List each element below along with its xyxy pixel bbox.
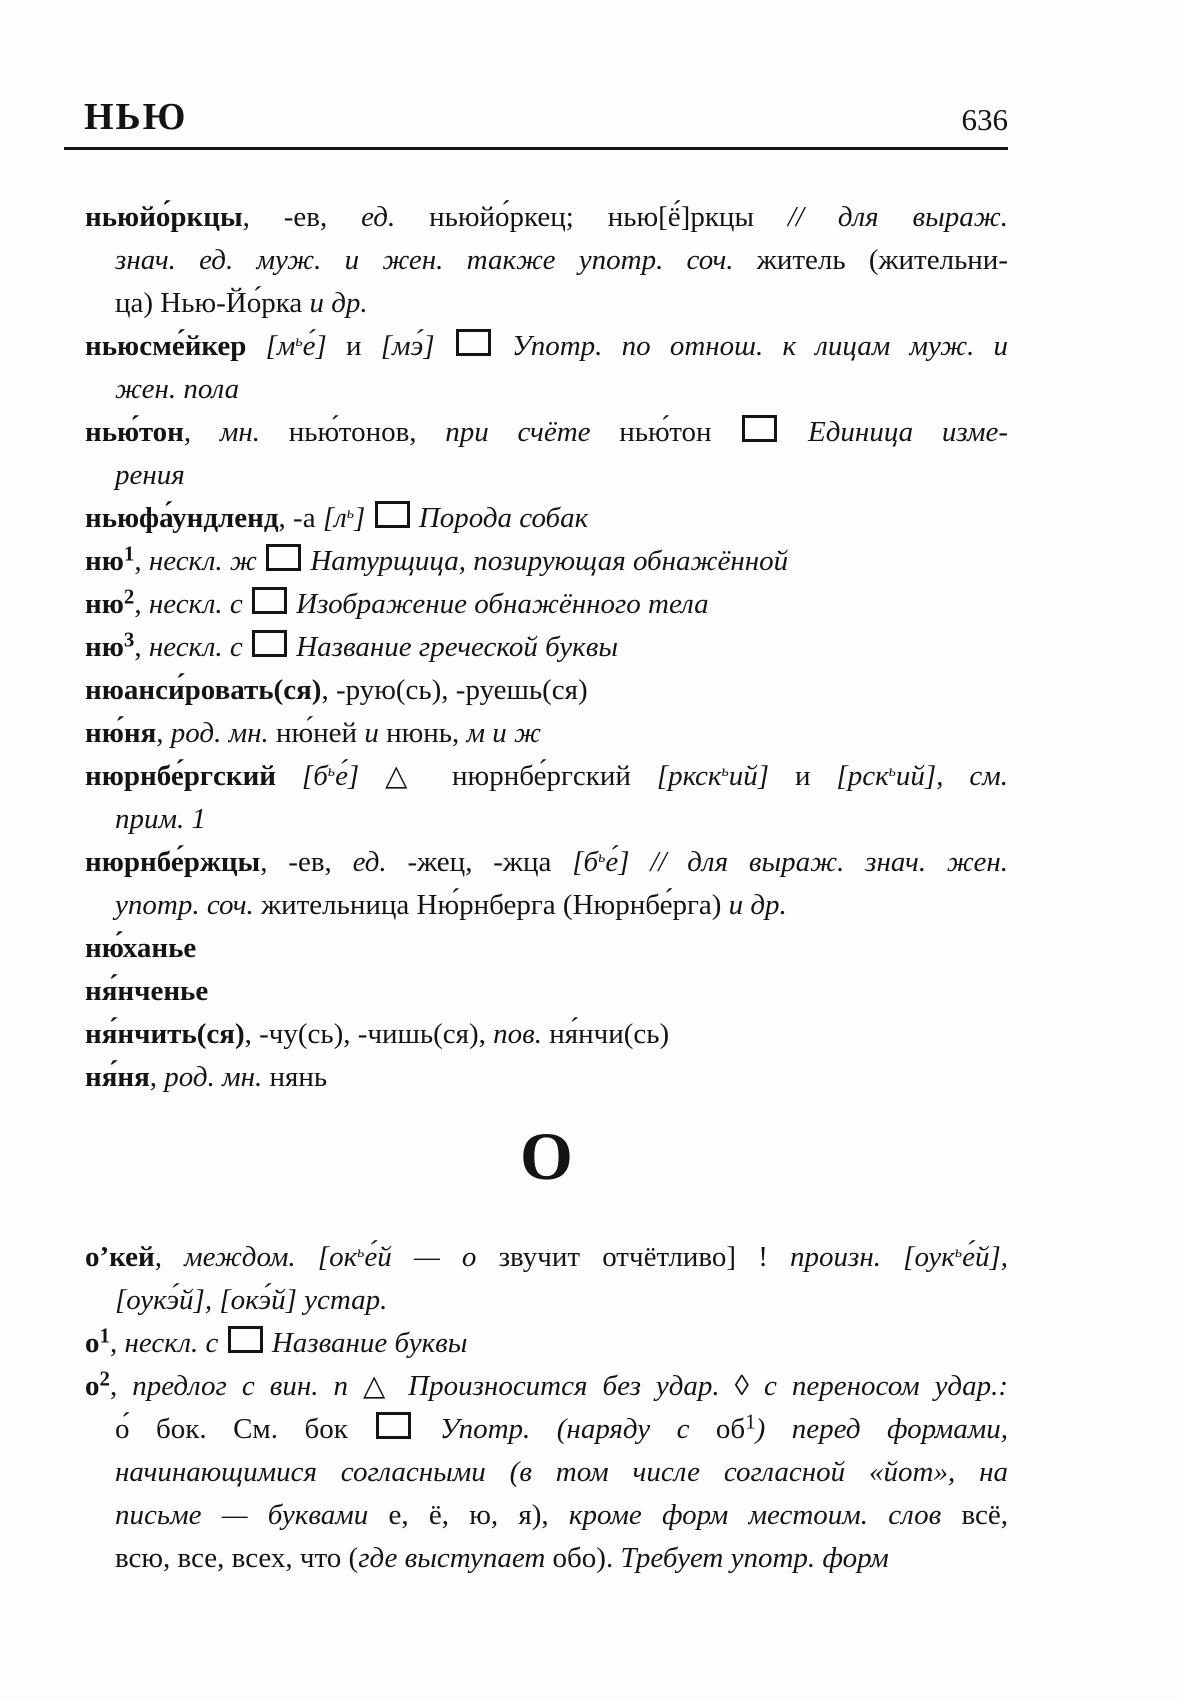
text-run: Единица изме-: [808, 416, 1009, 448]
text-run: обо).: [545, 1542, 621, 1574]
entry-line: [85, 1451, 1008, 1494]
text-run: ь: [888, 763, 896, 781]
text-run: знач. ед. муж. и жен. также употр. соч.: [115, 244, 734, 276]
text-run: ,: [149, 1061, 165, 1093]
dictionary-entry: [85, 325, 1008, 411]
dictionary-entry: [85, 196, 1008, 325]
text-run: род. мн.: [164, 1061, 263, 1093]
text-run: звучит отчётливо] !: [476, 1241, 791, 1273]
text-run: △: [348, 1370, 409, 1402]
entry-line: [85, 1365, 1008, 1408]
dictionary-entry: [85, 712, 1008, 755]
text-run: нескл. с: [148, 588, 243, 620]
text-run: и: [326, 330, 381, 362]
text-run: [243, 631, 250, 663]
dictionary-entry: [85, 626, 1008, 669]
entry-line: [85, 325, 1008, 368]
text-run: // для выраж.: [787, 201, 1008, 233]
text-run: [881, 1241, 903, 1273]
text-run: нескл. с: [148, 631, 243, 663]
text-run: Произносится без удар.: [408, 1370, 720, 1402]
text-run: ь: [954, 1244, 963, 1262]
text-run: ь: [598, 849, 606, 867]
text-run: мн.: [219, 416, 261, 448]
text-run: е, ё, ю, я),: [368, 1499, 569, 1531]
entry-line: [85, 798, 1008, 841]
entry-line: [85, 1279, 1008, 1322]
text-run: ню́ханье: [85, 932, 197, 964]
dictionary-entry: [85, 927, 1008, 970]
text-run: жительница Ню́рнберга (Нюрнбе́рга): [253, 889, 729, 921]
text-run: [257, 545, 264, 577]
entry-line: [85, 1013, 1008, 1056]
text-run: [оук: [903, 1241, 955, 1273]
text-run: ь: [346, 505, 355, 523]
text-run: Натурщица, позирующая обнажённой: [310, 545, 789, 577]
text-run: [оукэ́й], [окэ́й] устар.: [115, 1284, 388, 1316]
text-run: Требует употр. форм: [620, 1542, 889, 1574]
text-run: ,: [156, 717, 171, 749]
dictionary-entry: [85, 1056, 1008, 1099]
text-run: 1: [123, 541, 135, 566]
text-run: нью́тонов,: [260, 416, 446, 448]
text-run: [м: [265, 330, 296, 362]
text-run: , -рую(сь), -руешь(ся): [321, 674, 588, 706]
dictionary-column: [85, 196, 1008, 1580]
text-run: 1: [99, 1323, 110, 1348]
text-run: ню́ней: [268, 717, 365, 749]
entry-line: [85, 626, 1008, 669]
dictionary-entry: [85, 1236, 1008, 1322]
text-run: , -ев,: [260, 846, 353, 878]
dictionary-entry: [85, 669, 1008, 712]
dictionary-entry: [85, 841, 1008, 927]
entry-line: [85, 454, 1008, 497]
text-run: нью́тон: [85, 416, 184, 448]
entry-line: [85, 841, 1008, 884]
text-run: ь: [327, 763, 336, 781]
text-run: [365, 502, 372, 534]
entry-line: [85, 497, 1008, 540]
text-run: ед.: [361, 201, 396, 233]
text-run: [218, 1327, 225, 1359]
dictionary-entry: [85, 1013, 1008, 1056]
text-run: ньюфа́ундленд: [85, 502, 279, 534]
text-run: всё,: [941, 1499, 1008, 1531]
entry-line: [85, 755, 1008, 798]
section-letter: О: [520, 1118, 573, 1194]
text-run: и: [364, 717, 379, 749]
text-run: жен. пола: [115, 373, 240, 405]
text-run: нюрнбе́ргский: [85, 760, 276, 792]
text-run: [412, 502, 419, 534]
text-run: [б: [301, 760, 328, 792]
dictionary-entry: [85, 497, 1008, 540]
text-run: ь: [721, 763, 729, 781]
text-run: [б: [572, 846, 599, 878]
text-run: ,: [154, 1241, 185, 1273]
text-run: о́ бок. См. бок: [115, 1413, 375, 1445]
dictionary-entry: [85, 1365, 1008, 1580]
text-run: Употр. (наряду с: [439, 1413, 690, 1445]
text-run: нью́тон: [590, 416, 741, 448]
entry-line: [85, 970, 1008, 1013]
text-run: ню: [85, 545, 124, 577]
entry-line: [85, 196, 1008, 239]
text-run: ньюйо́ркец; нью[ё́]ркцы: [395, 201, 788, 233]
entry-line: [85, 1322, 1008, 1365]
text-run: е́]: [302, 330, 327, 362]
dictionary-entry: [85, 1322, 1008, 1365]
entry-line: [85, 712, 1008, 755]
text-run: ,: [134, 545, 149, 577]
text-run: предлог с вин. п: [132, 1370, 349, 1402]
text-run: е́]: [335, 760, 360, 792]
text-run: ,: [134, 588, 149, 620]
entry-line: [85, 669, 1008, 712]
entry-line: [85, 1537, 1008, 1580]
text-run: [243, 588, 250, 620]
text-run: [630, 846, 651, 878]
text-run: о: [85, 1370, 100, 1402]
text-run: ня́нчить(ся): [85, 1018, 245, 1050]
text-run: ь: [295, 333, 303, 351]
text-run: нескл. ж: [148, 545, 257, 577]
entry-line: [85, 1408, 1008, 1451]
text-run: ню: [85, 631, 124, 663]
text-run: , -ев,: [242, 201, 362, 233]
text-run: ий]: [728, 760, 770, 792]
text-run: 1: [745, 1409, 756, 1434]
text-run: прим. 1: [115, 803, 207, 835]
text-run: 2: [123, 584, 135, 609]
text-run: и др.: [728, 889, 787, 921]
text-run: ,: [134, 631, 149, 663]
text-run: ня́нченье: [85, 975, 209, 1007]
dictionary-entry: [85, 970, 1008, 1013]
square-symbol-icon: [742, 415, 777, 442]
text-run: письме — буквами: [115, 1499, 369, 1531]
square-symbol-icon: [375, 501, 410, 528]
text-run: междом.: [184, 1241, 296, 1273]
text-run: ньюсме́йкер: [85, 330, 247, 362]
entry-line: [85, 927, 1008, 970]
entry-line: [85, 239, 1008, 282]
text-run: Изображение обнажённого тела: [296, 588, 709, 620]
entry-line: [85, 583, 1008, 626]
text-run: ь: [357, 1244, 365, 1262]
entry-line: [85, 282, 1008, 325]
text-run: ]: [354, 502, 366, 534]
text-run: 3: [123, 627, 135, 652]
text-run: о’кей: [85, 1241, 155, 1273]
text-run: начинающимися согласными (в том числе согласной «йот», на: [115, 1456, 1008, 1488]
text-run: об: [689, 1413, 746, 1445]
square-symbol-icon: [252, 587, 287, 614]
square-symbol-icon: [266, 544, 301, 571]
text-run: ню: [85, 588, 124, 620]
text-run: кроме форм местоим. слов: [568, 1499, 942, 1531]
text-run: е́]: [605, 846, 630, 878]
text-run: е́й — о: [364, 1241, 477, 1273]
text-run: ий]: [895, 760, 937, 792]
text-run: , -а: [278, 502, 323, 534]
text-run: [рск: [836, 760, 889, 792]
text-run: род. мн.: [170, 717, 269, 749]
text-run: нянь: [262, 1061, 328, 1093]
text-run: житель (жительни-: [733, 244, 1008, 276]
text-run: и: [769, 760, 837, 792]
text-run: ед.: [352, 846, 387, 878]
text-run: // для выраж. знач. жен.: [650, 846, 1008, 878]
square-symbol-icon: [252, 630, 287, 657]
text-run: ня́ня: [85, 1061, 150, 1093]
text-run: всю, все, всех, что (: [115, 1542, 359, 1574]
text-run: ньюйо́ркцы: [85, 201, 243, 233]
text-run: [435, 330, 454, 362]
entry-line: [85, 540, 1008, 583]
text-run: с переносом удар.:: [764, 1370, 1009, 1402]
text-run: см.: [969, 760, 1009, 792]
text-run: , -чу(сь), -чишь(ся),: [244, 1018, 494, 1050]
text-run: 2: [99, 1366, 110, 1391]
text-run: где выступает: [358, 1542, 546, 1574]
entry-line: [85, 884, 1008, 927]
text-run: ца) Нью-Йо́рка: [115, 287, 310, 319]
entry-line: [85, 1056, 1008, 1099]
text-run: [246, 330, 265, 362]
text-run: о: [85, 1327, 100, 1359]
text-run: ня́нчи(сь): [541, 1018, 670, 1050]
text-run: [ркск: [656, 760, 722, 792]
text-run: нюнь,: [378, 717, 467, 749]
entry-line: [85, 368, 1008, 411]
text-run: [265, 1327, 272, 1359]
text-run: м и ж: [466, 717, 541, 749]
text-run: -жец, -жца: [386, 846, 573, 878]
entry-line: [85, 1494, 1008, 1537]
text-run: Порода собак: [418, 502, 589, 534]
text-run: ,: [109, 1327, 125, 1359]
text-run: нескл. с: [124, 1327, 219, 1359]
page-number: 636: [961, 102, 1008, 137]
entry-line: [85, 411, 1008, 454]
text-run: употр. соч.: [115, 889, 254, 921]
entry-line: [85, 1236, 1008, 1279]
text-run: и др.: [309, 287, 368, 319]
text-run: ,: [109, 1370, 133, 1402]
text-run: [296, 1241, 318, 1273]
text-run: нюанси́ровать(ся): [85, 674, 322, 706]
text-run: нюрнбе́ржцы: [85, 846, 261, 878]
header-rule: [64, 147, 1008, 150]
text-run: ,: [183, 416, 220, 448]
running-head: НЬЮ: [84, 96, 188, 138]
text-run: [779, 416, 808, 448]
text-run: [413, 1413, 440, 1445]
text-run: ) перед формами,: [755, 1413, 1009, 1445]
dictionary-entry: [85, 411, 1008, 497]
text-run: [ок: [317, 1241, 358, 1273]
text-run: пов.: [493, 1018, 542, 1050]
square-symbol-icon: [376, 1412, 411, 1439]
text-run: рения: [115, 459, 185, 491]
dictionary-entry: [85, 583, 1008, 626]
text-run: ,: [936, 760, 970, 792]
text-run: Название греческой буквы: [296, 631, 618, 663]
text-run: при счёте: [445, 416, 591, 448]
text-run: Название буквы: [271, 1327, 468, 1359]
text-run: Употр. по отнош. к лицам муж. и: [512, 330, 1009, 362]
text-run: е́й],: [962, 1241, 1008, 1273]
square-symbol-icon: [228, 1326, 263, 1353]
square-symbol-icon: [456, 329, 491, 356]
text-run: △ нюрнбе́ргский: [359, 760, 657, 792]
text-run: произн.: [790, 1241, 881, 1273]
text-run: [493, 330, 512, 362]
text-run: ню́ня: [85, 717, 157, 749]
dictionary-entry: [85, 540, 1008, 583]
text-run: [л: [322, 502, 347, 534]
text-run: [276, 760, 302, 792]
dictionary-entry: [85, 755, 1008, 841]
text-run: [мэ́]: [380, 330, 435, 362]
text-run: ◊: [719, 1370, 765, 1402]
